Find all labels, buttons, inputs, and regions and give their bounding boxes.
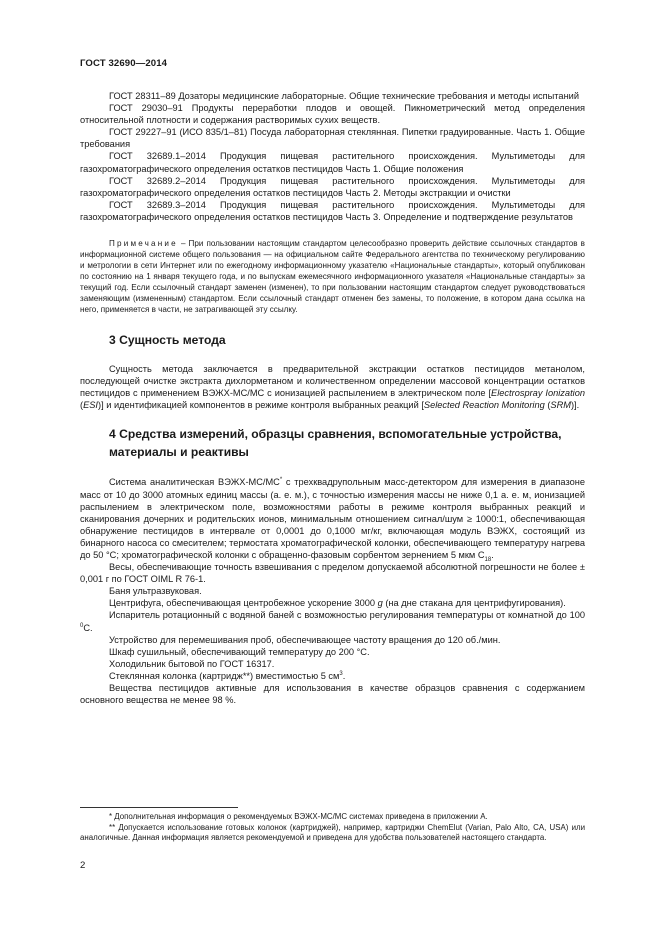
equipment-item-reference-substances: Вещества пестицидов активные для использования в качестве образцов сравнения с содержанием основного вещества не менее 98 %. bbox=[80, 683, 585, 706]
note-text: – При пользовании настоящим стандартом целесообразно проверить действие ссылочных стандартов в информационной системе общего пользования — на официальном сайте Федерального агентства по техническому регулированию и метрологии в сети Интернет или по ежегодному информационному указателю «Национальные стандарты», который опубликован по состоянию на 1 января текущего года, и по выпускам ежемесячного информационного указателя «Национальные стандарты» за текущий год. Если ссылочный стандарт заменен (изменен), то при пользовании настоящим стандартом следует руководствоваться заменяющим (измененным) стандартом. Если ссылочный стандарт отменен без замены, то положение, в котором дана ссылка на него, применяется в части, не затрагивающей эту ссылку. bbox=[80, 239, 585, 315]
footnotes bbox=[80, 812, 585, 844]
equipment-list bbox=[80, 476, 585, 706]
equipment-item-ultrasonic-bath: Баня ультразвуковая. bbox=[109, 586, 202, 597]
equipment-item-hplc: Система аналитическая ВЭЖХ-МС/МС* с трехквадрупольным масс-детектором для измерения в диапазоне масс от 10 до 3000 атомных единиц массы (а. е. м.), с точностью измерения массы не ниже 0,1 а. е. м, ионизацией распылением в электрическом поле, возможностями работы в режиме контроля выбранных реакций и сканирования дочерних и родительских ионов, минимальным отношением сигнал/шум ≥ 1000:1, обеспечивающая обнаружение пестицидов в интервале от 0,0001 до 0,1000 мг/кг, включающая модуль ВЭЖХ, состоящий из бинарного насоса со смесителем; термостата хроматографической колонки, обеспечивающего температуру нагрева до 50 °С; хроматографической колонки с обращенно-фазовым сорбентом зернением 5 мкм $С_{18}$. bbox=[80, 477, 586, 563]
equipment-item-centrifuge: Центрифуга, обеспечивающая центробежное ускорение 3000 g (на дне стакана для центрифугирования). bbox=[109, 598, 566, 609]
footnote-separator bbox=[80, 807, 238, 808]
footnote-item: ** Допускается использование готовых колонок (картриджей), например, картриджи ChemElut (Varian, Palo Alto, CA, USA) или аналогичные. Данная информация является рекомендуемой и приведена для удобства пользователей настоящего стандарта. bbox=[80, 822, 585, 843]
equipment-item-scales: Весы, обеспечивающие точность взвешивания с пределом допускаемой абсолютной погрешности не более ± 0,001 г по ГОСТ OIML R 76-1. bbox=[80, 562, 585, 585]
equipment-item-refrigerator: Холодильник бытовой по ГОСТ 16317. bbox=[109, 658, 275, 669]
equipment-item-rotary-evaporator: Испаритель ротационный с водяной баней с возможностью регулирования температуры от комнатной до 100 $^0$С. bbox=[80, 610, 585, 633]
normative-references-list bbox=[80, 90, 585, 223]
reference-item: ГОСТ 32689.1–2014 Продукция пищевая растительного происхождения. Мультиметоды для газохроматографического определения остатков пестицидов Часть 1. Общие положения bbox=[80, 151, 585, 174]
reference-item: ГОСТ 29227–91 (ИСО 835/1–81) Посуда лабораторная стеклянная. Пипетки градуированные. Часть 1. Общие требования bbox=[80, 127, 585, 150]
section-3-heading: 3 Сущность метода bbox=[109, 333, 226, 348]
reference-item: ГОСТ 32689.3–2014 Продукция пищевая растительного происхождения. Мультиметоды для газохроматографического определения остатков пестицидов Часть 3. Определение и подтверждение результатов bbox=[80, 199, 585, 222]
running-header: ГОСТ 32690—2014 bbox=[80, 58, 168, 69]
equipment-item-drying-oven: Шкаф сушильный, обеспечивающий температуру до 200 °С. bbox=[109, 646, 370, 657]
reference-item: ГОСТ 29030–91 Продукты переработки плодов и овощей. Пикнометрический метод определения относительной плотности и содержания растворимых сухих веществ. bbox=[80, 103, 585, 126]
page-body bbox=[80, 90, 585, 706]
equipment-item-shaker: Устройство для перемешивания проб, обеспечивающее частоту вращения до 120 об./мин. bbox=[109, 634, 501, 645]
reference-item: ГОСТ 32689.2–2014 Продукция пищевая растительного происхождения. Мультиметоды для газохроматографического определения остатков пестицидов Часть 2. Методы экстракции и очистки bbox=[80, 175, 585, 198]
method-principle-paragraph: Сущность метода заключается в предварительной экстракции остатков пестицидов метанолом, последующей очистке экстракта дихлорметаном и количественном определении массовой концентрации остатков пестицидов с применением ВЭЖХ-МС/МС с ионизацией распылением в электрическом поле [Electrospray Ionization (ESI)] и идентификацией компонентов в режиме контроля выбранных реакций [Selected Reaction Monitoring (SRM)]. bbox=[80, 364, 585, 411]
reference-item: ГОСТ 28311–89 Дозаторы медицинские лабораторные. Общие технические требования и методы испытаний bbox=[109, 91, 580, 101]
page-number: 2 bbox=[80, 860, 86, 871]
reference-note bbox=[80, 238, 585, 315]
footnote-item: * Дополнительная информация о рекомендуемых ВЭЖХ-МС/МС системах приведена в приложении А. bbox=[109, 812, 488, 821]
section-4-heading: 4 Средства измерений, образцы сравнения, вспомогательные устройства, материалы и реактивы bbox=[109, 427, 562, 459]
equipment-item-glass-column: Стеклянная колонка (картридж**) вместимостью 5 $см^3$. bbox=[109, 670, 346, 681]
note-label: Примечание bbox=[109, 239, 178, 249]
